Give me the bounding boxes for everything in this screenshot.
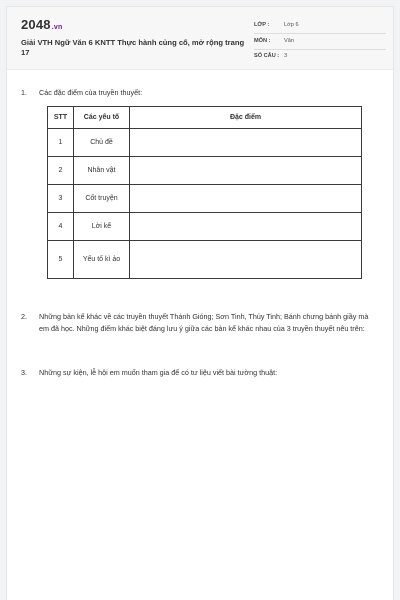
column-header-detail: Đặc điểm xyxy=(130,107,362,129)
question-number: 3. xyxy=(21,368,27,377)
row-factor: Cốt truyện xyxy=(74,185,130,213)
worksheet-header xyxy=(7,7,393,70)
table-row xyxy=(48,213,362,241)
table-row xyxy=(48,157,362,185)
logo-text: 2048 xyxy=(21,17,51,32)
meta-subject-row xyxy=(254,36,386,50)
meta-class-row xyxy=(254,20,386,34)
row-detail-cell[interactable] xyxy=(130,157,362,185)
row-detail-cell[interactable] xyxy=(130,185,362,213)
row-stt: 5 xyxy=(48,241,74,279)
row-stt: 1 xyxy=(48,129,74,157)
question-1 xyxy=(21,87,381,99)
question-2 xyxy=(21,311,387,351)
meta-class-value: Lớp 6 xyxy=(284,22,299,28)
row-factor: Nhân vật xyxy=(74,157,130,185)
column-header-stt: STT xyxy=(48,107,74,129)
table-row xyxy=(48,185,362,213)
row-detail-cell[interactable] xyxy=(130,213,362,241)
meta-class-label: LỚP : xyxy=(254,22,270,28)
row-factor: Lời kể xyxy=(74,213,130,241)
row-stt: 4 xyxy=(48,213,74,241)
meta-subject-value: Văn xyxy=(284,38,294,44)
document-title: Giải VTH Ngữ Văn 6 KNTT Thực hành củng cố, mở rộng trang 17 xyxy=(21,38,245,57)
row-factor: Yếu tố kì ảo xyxy=(74,241,130,279)
row-detail-cell[interactable] xyxy=(130,129,362,157)
meta-count-label: SỐ CÂU : xyxy=(254,53,280,59)
question-3 xyxy=(21,367,381,379)
site-logo[interactable] xyxy=(21,17,62,32)
row-factor: Chủ đề xyxy=(74,129,130,157)
characteristics-table xyxy=(47,106,362,279)
question-text: Những sự kiện, lễ hội em muốn tham gia để có tư liệu viết bài tường thuật: xyxy=(39,368,278,377)
row-detail-cell[interactable] xyxy=(130,241,362,279)
question-number: 2. xyxy=(21,312,27,321)
logo-suffix: .vn xyxy=(51,24,63,31)
column-header-factor: Các yếu tố xyxy=(74,107,130,129)
table-row xyxy=(48,241,362,279)
meta-count-value: 3 xyxy=(284,53,288,59)
worksheet-page xyxy=(6,6,394,600)
question-number: 1. xyxy=(21,88,27,97)
row-stt: 2 xyxy=(48,157,74,185)
meta-count-row xyxy=(254,51,386,64)
row-stt: 3 xyxy=(48,185,74,213)
meta-subject-label: MÔN : xyxy=(254,38,271,44)
question-text: Các đặc điểm của truyền thuyết: xyxy=(39,88,143,97)
table-row xyxy=(48,129,362,157)
question-text: Những bản kể khác về các truyền thuyết Thánh Gióng; Sơn Tinh, Thủy Tinh; Bánh chưng bánh giầy mà em đã học. Những điểm khác biệt đáng lưu ý giữa các bản kể khác nhau của 3 truyền thuyết nêu trên: xyxy=(39,312,369,333)
table-header-row xyxy=(48,107,362,129)
